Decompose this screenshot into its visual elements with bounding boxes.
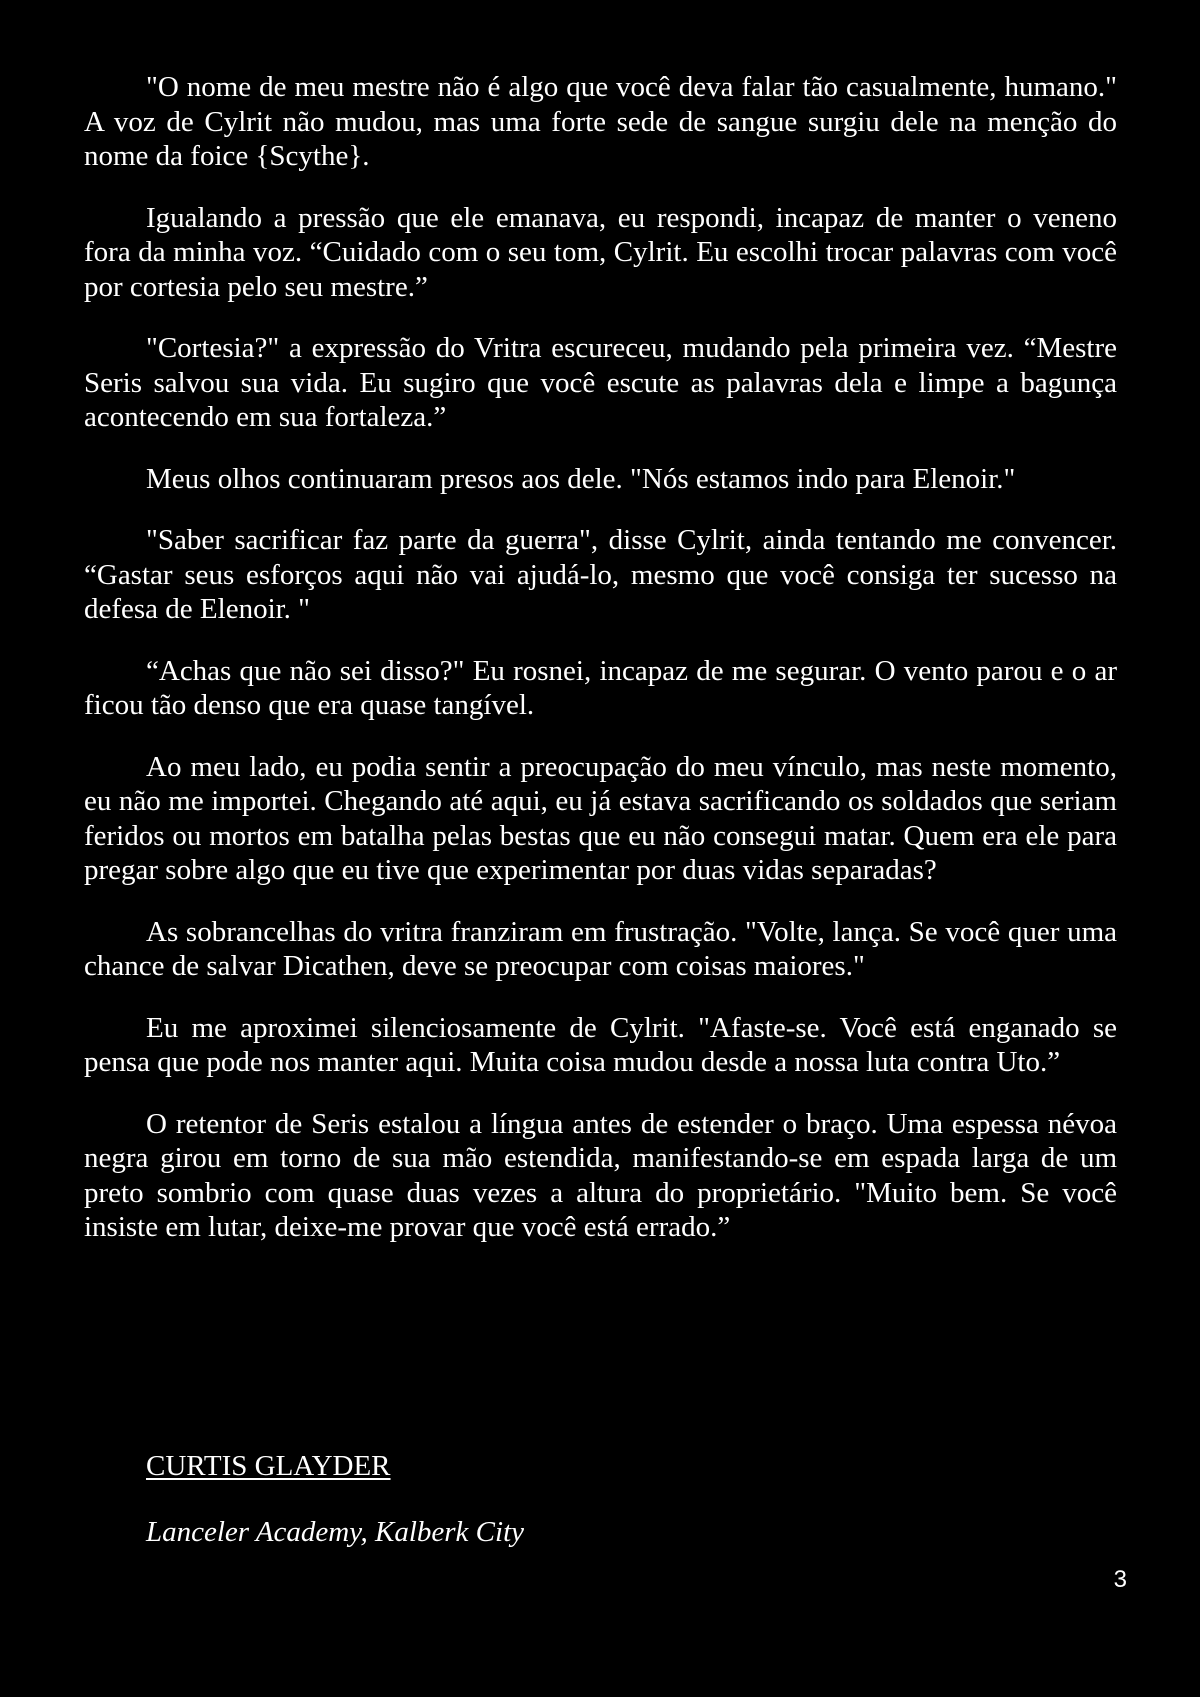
paragraph-1: "O nome de meu mestre não é algo que você deva falar tão casualmente, humano." A voz de Cylrit não mudou, mas uma forte sede de sangue surgiu dele na menção do nome da foice {Scythe}. (84, 71, 1117, 172)
paragraph-5: "Saber sacrificar faz parte da guerra", disse Cylrit, ainda tentando me convencer. “Gastar seus esforços aqui não vai ajudá-lo, mesmo que você consiga ter sucesso na defesa de Elenoir. " (84, 524, 1117, 625)
page-number: 3 (1113, 1566, 1127, 1593)
paragraph-9: Eu me aproximei silenciosamente de Cylrit. "Afaste-se. Você está enganado se pensa que pode nos manter aqui. Muita coisa mudou desde a nossa luta contra Uto.” (84, 1011, 1117, 1078)
paragraph-6: “Achas que não sei disso?" Eu rosnei, incapaz de me segurar. O vento parou e o ar ficou tão denso que era quase tangível. (84, 654, 1117, 721)
paragraph-4: Meus olhos continuaram presos aos dele. "Nós estamos indo para Elenoir." (146, 462, 1016, 495)
paragraph-8: As sobrancelhas do vritra franziram em frustração. "Volte, lança. Se você quer uma chance de salvar Dicathen, deve se preocupar com coisas maiores." (84, 915, 1117, 982)
story-text (84, 70, 1117, 1272)
paragraph-10: O retentor de Seris estalou a língua antes de estender o braço. Uma espessa névoa negra girou em torno de sua mão estendida, manifestando-se em espada larga de um preto sombrio com quase duas vezes a altura do proprietário. "Muito bem. Se você insiste em lutar, deixe-me provar que você está errado.” (84, 1107, 1117, 1243)
section-location: Lanceler Academy, Kalberk City (146, 1516, 524, 1548)
paragraph-3: "Cortesia?" a expressão do Vritra escureceu, mudando pela primeira vez. “Mestre Seris salvou sua vida. Eu sugiro que você escute as palavras dela e limpe a bagunça acontecendo em sua fortaleza.” (84, 332, 1117, 433)
section-heading: CURTIS GLAYDER (146, 1450, 391, 1482)
paragraph-7: Ao meu lado, eu podia sentir a preocupação do meu vínculo, mas neste momento, eu não me importei. Chegando até aqui, eu já estava sacrificando os soldados que seriam feridos ou mortos em batalha pelas bestas que eu não consegui matar. Quem era ele para pregar sobre algo que eu tive que experimentar por duas vidas separadas? (84, 750, 1117, 886)
paragraph-2: Igualando a pressão que ele emanava, eu respondi, incapaz de manter o veneno fora da minha voz. “Cuidado com o seu tom, Cylrit. Eu escolhi trocar palavras com você por cortesia pelo seu mestre.” (84, 201, 1117, 303)
